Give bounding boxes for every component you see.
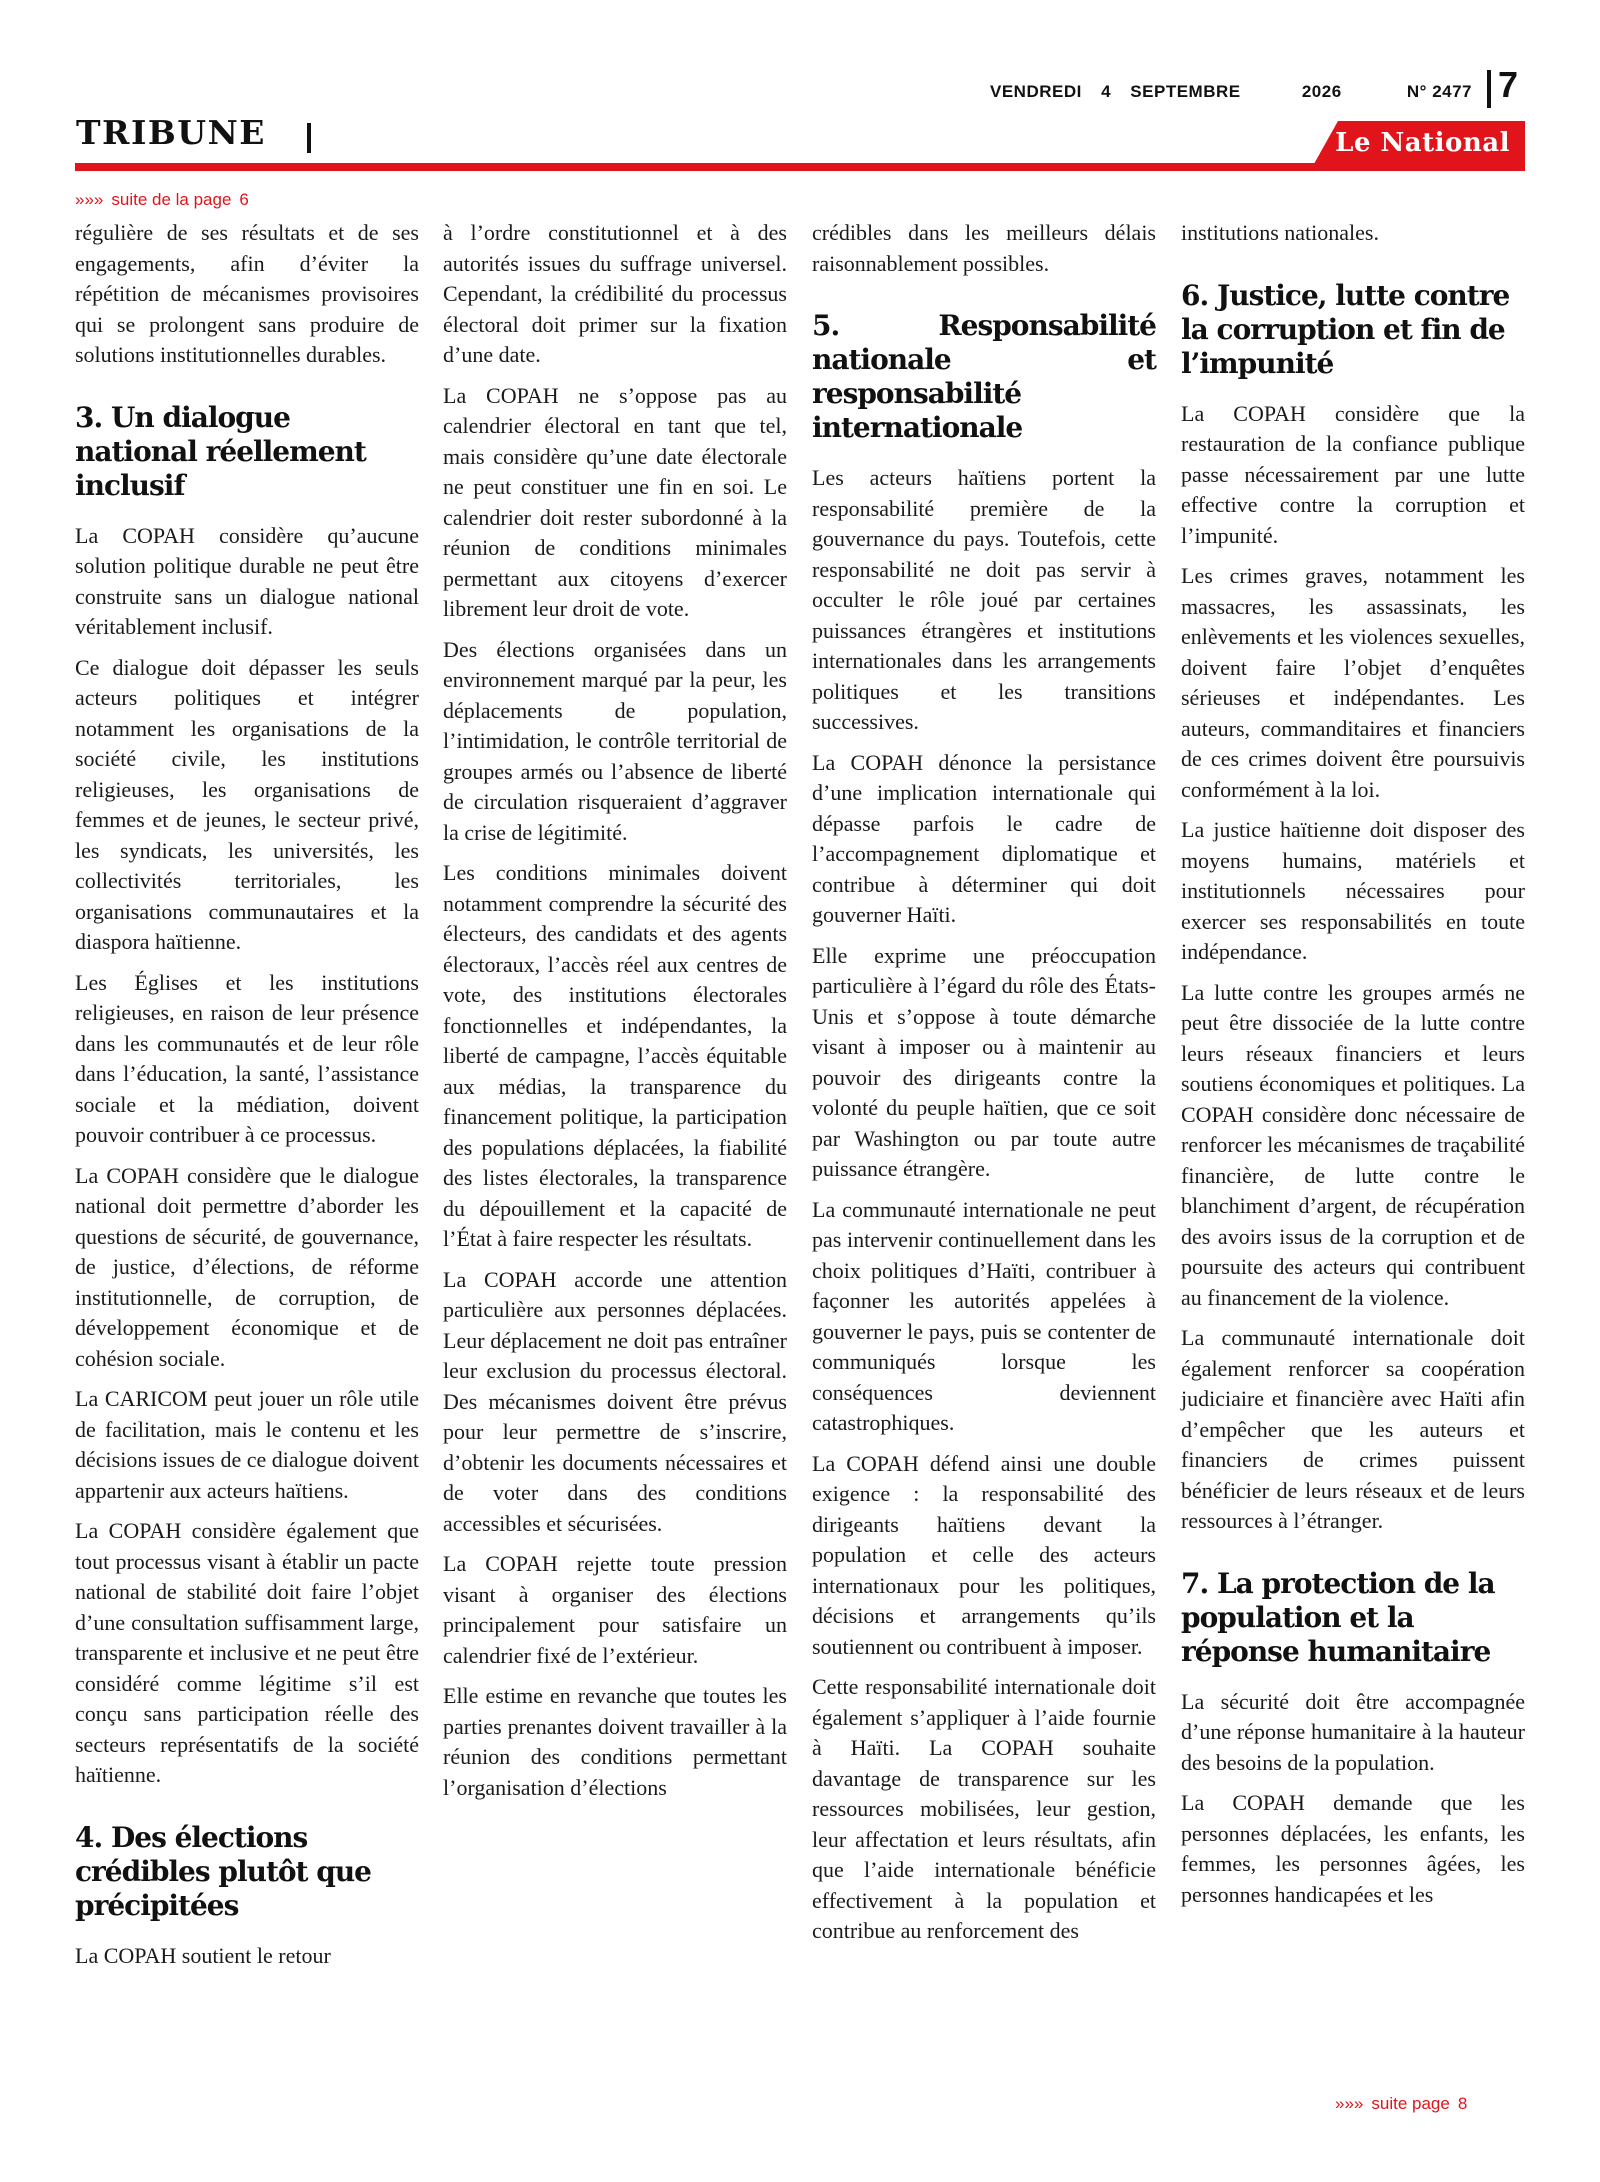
paragraph: La lutte contre les groupes armés ne peut être dissociée de la lutte contre leurs réseaux financiers et leurs soutiens économiques et politiques. La COPAH considère donc nécessaire de renforcer les mécanismes de traçabilité financière, de lutte contre le blanchiment d’argent, de récupération des avoirs issus de la corruption et de poursuite des acteurs qui contribuent au financement de la violence.: [1181, 979, 1525, 1310]
paragraph: crédibles dans les meilleurs délais raisonnablement possibles.: [812, 220, 1156, 276]
paragraph: La COPAH rejette toute pression visant à organiser des élections principalement pour satisfaire un calendrier fixé de l’extérieur.: [443, 1551, 787, 1668]
paragraph: La COPAH considère que la restauration de la confiance publique passe nécessairement par une lutte effective contre la corruption et l’impunité.: [1181, 400, 1525, 548]
paragraph: Ce dialogue doit dépasser les seuls acteurs politiques et intégrer notamment les organisations de la société civile, les institutions religieuses, les organisations de femmes et de jeunes, le secteur privé, les syndicats, les universités, les collectivités territoriales, les organisations communautaires et la diaspora haïtienne.: [75, 654, 419, 954]
paragraph: à l’ordre constitutionnel et à des autorités issues du suffrage universel. Cependant, la crédibilité du processus électoral doit primer sur la fixation d’une date.: [443, 220, 787, 367]
section-title: TRIBUNE: [76, 113, 266, 152]
date-number: 4: [1101, 82, 1112, 101]
paragraph: La COPAH accorde une attention particulière aux personnes déplacées. Leur déplacement ne doit pas entraîner leur exclusion du processus électoral. Des mécanismes doivent être prévus pour leur permettre de s’inscrire, d’obtenir les documents nécessaires et de voter dans des conditions accessibles et sécurisées.: [443, 1266, 787, 1536]
paragraph: La COPAH soutient le retour: [75, 1942, 331, 1968]
paragraph: La COPAH ne s’oppose pas au calendrier électoral en tant que tel, mais considère qu’une date électorale ne peut constituer une fin en soi. Le calendrier doit rester subordonné à la réunion de conditions minimales permettant aux citoyens d’exercer librement leur droit de vote.: [443, 382, 787, 621]
continued-from-link[interactable]: [75, 190, 257, 210]
section-heading: 4. Des élections crédibles plutôt que précipitées: [75, 1820, 371, 1922]
continued-to-link[interactable]: [1335, 2094, 1475, 2114]
continued-marker: »»»: [1335, 2094, 1364, 2113]
paragraph: La COPAH considère également que tout processus visant à établir un pacte national de stabilité doit faire l’objet d’une consultation suffisamment large, transparente et inclusive et ne peut être considéré comme légitime s’il est conçu sans participation réelle des secteurs représentatifs de la société haïtienne.: [75, 1518, 419, 1787]
paragraph: La COPAH dénonce la persistance d’une implication internationale qui dépasse parfois le cadre de l’accompagnement diplomatique et contribue à déterminer qui doit gouverner Haïti.: [812, 749, 1156, 927]
section-heading: 7. La protection de la population et la réponse humanitaire: [1181, 1566, 1495, 1668]
newspaper-brand: Le National: [1335, 128, 1510, 158]
continued-marker: »»»: [75, 190, 104, 209]
paragraph: régulière de ses résultats et de ses engagements, afin d’éviter la répétition de mécanismes provisoires qui se prolongent sans produire de solutions institutionnelles durables.: [75, 220, 419, 367]
issue-dateline: [990, 82, 1472, 102]
date-day: VENDREDI: [990, 82, 1082, 101]
page-number-separator: [1487, 70, 1491, 108]
paragraph: Les acteurs haïtiens portent la responsabilité première de la gouvernance du pays. Toutefois, cette responsabilité ne doit pas servir à occulter le rôle joué par certaines puissances étrangères et institutions internationales dans les arrangements politiques et les transitions successives.: [812, 465, 1156, 734]
paragraph: Cette responsabilité internationale doit également s’appliquer à l’aide fournie à Haïti. La COPAH souhaite davantage de transparence sur les ressources mobilisées, leur gestion, leur affectation et leurs résultats, afin que l’aide internationale bénéficie effectivement à la population et contribue au renforcement des: [812, 1674, 1156, 1943]
article-column-1: [75, 218, 419, 1981]
section-heading: 3. Un dialogue national réellement inclusif: [75, 400, 366, 502]
continued-from-page: 6: [239, 190, 249, 209]
header-rule: [75, 163, 1525, 171]
paragraph: La CARICOM peut jouer un rôle utile de facilitation, mais le contenu et les décisions issues de ce dialogue doivent appartenir aux acteurs haïtiens.: [75, 1386, 419, 1503]
continued-to-page: 8: [1457, 2094, 1468, 2113]
paragraph: institutions nationales.: [1181, 220, 1379, 245]
paragraph: Les conditions minimales doivent notamment comprendre la sécurité des électeurs, des candidats et des agents électoraux, l’accès réel aux centres de vote, des institutions électorales fonctionnelles et indépendantes, la liberté de campagne, l’accès équitable aux médias, la transparence du financement politique, la participation des populations déplacées, la fiabilité des listes électorales, la transparence du dépouillement et la capacité de l’État à faire respecter les résultats.: [443, 860, 787, 1251]
paragraph: Des élections organisées dans un environnement marqué par la peur, les déplacements de population, l’intimidation, le contrôle territorial de groupes armés ou l’absence de liberté de circulation risqueraient d’aggraver la crise de légitimité.: [443, 636, 787, 845]
paragraph: Elle estime en revanche que toutes les parties prenantes doivent travailler à la réunion des conditions permettant l’organisation d’élections: [443, 1683, 787, 1800]
article-column-2: [443, 218, 787, 1813]
date-year: 2026: [1301, 82, 1342, 101]
paragraph: La COPAH considère que le dialogue national doit permettre d’aborder les questions de sécurité, de gouvernance, de justice, d’élections, de réforme institutionnelle, de corruption, de développement économique et de cohésion sociale.: [75, 1162, 419, 1371]
paragraph: La communauté internationale ne peut pas intervenir continuellement dans les choix politiques d’Haïti, contribuer à façonner les autorités appelées à gouverner le pays, puis se contenter de communiqués lorsque les conséquences deviennent catastrophiques.: [812, 1196, 1156, 1435]
paragraph: La COPAH considère qu’aucune solution politique durable ne peut être construite sans un dialogue national véritablement inclusif.: [75, 522, 419, 639]
paragraph: La sécurité doit être accompagnée d’une réponse humanitaire à la hauteur des besoins de la population.: [1181, 1688, 1525, 1775]
paragraph: Les Églises et les institutions religieuses, en raison de leur présence dans les communautés et de leur rôle dans l’éducation, la santé, l’assistance sociale et la médiation, doivent pouvoir contribuer à ce processus.: [75, 969, 419, 1147]
section-heading: 5. Responsabilité nationale et responsabilité internationale: [812, 309, 1156, 444]
continued-from-text: suite de la page: [111, 190, 232, 209]
paragraph: La COPAH défend ainsi une double exigence : la responsabilité des dirigeants haïtiens devant la population et celle des acteurs internationaux pour les politiques, décisions et arrangements qu’ils soutiennent ou contribuent à imposer.: [812, 1450, 1156, 1659]
article-column-4: [1181, 218, 1525, 1920]
paragraph: Les crimes graves, notamment les massacres, les assassinats, les enlèvements et les violences sexuelles, doivent faire l’objet d’enquêtes sérieuses et indépendantes. Les auteurs, commanditaires et financiers de ces crimes doivent être poursuivis conformément à la loi.: [1181, 563, 1525, 802]
section-heading: 6. Justice, lutte contre la corruption et fin de l’impunité: [1181, 278, 1510, 380]
issue-number: N° 2477: [1406, 82, 1473, 101]
paragraph: La COPAH demande que les personnes déplacées, les enfants, les femmes, les personnes âgées, les personnes handicapées et les: [1181, 1790, 1525, 1907]
date-month: SEPTEMBRE: [1130, 82, 1241, 101]
paragraph: La communauté internationale doit également renforcer sa coopération judiciaire et financière avec Haïti afin d’empêcher que les auteurs et financiers de crimes puissent bénéficier de leurs réseaux et de leurs ressources à l’étranger.: [1181, 1325, 1525, 1533]
section-title-bar: [307, 123, 311, 153]
page-number: 7: [1498, 64, 1519, 105]
paragraph: La justice haïtienne doit disposer des moyens humains, matériels et institutionnels nécessaires pour exercer ses responsabilités en toute indépendance.: [1181, 817, 1525, 964]
continued-to-text: suite page: [1371, 2094, 1450, 2113]
article-column-3: [812, 218, 1156, 1957]
paragraph: Elle exprime une préoccupation particulière à l’égard du rôle des États-Unis et s’oppose à toute démarche visant à imposer ou à maintenir au pouvoir des dirigeants contre la volonté du peuple haïtien, que ce soit par Washington ou par toute autre puissance étrangère.: [812, 942, 1156, 1181]
